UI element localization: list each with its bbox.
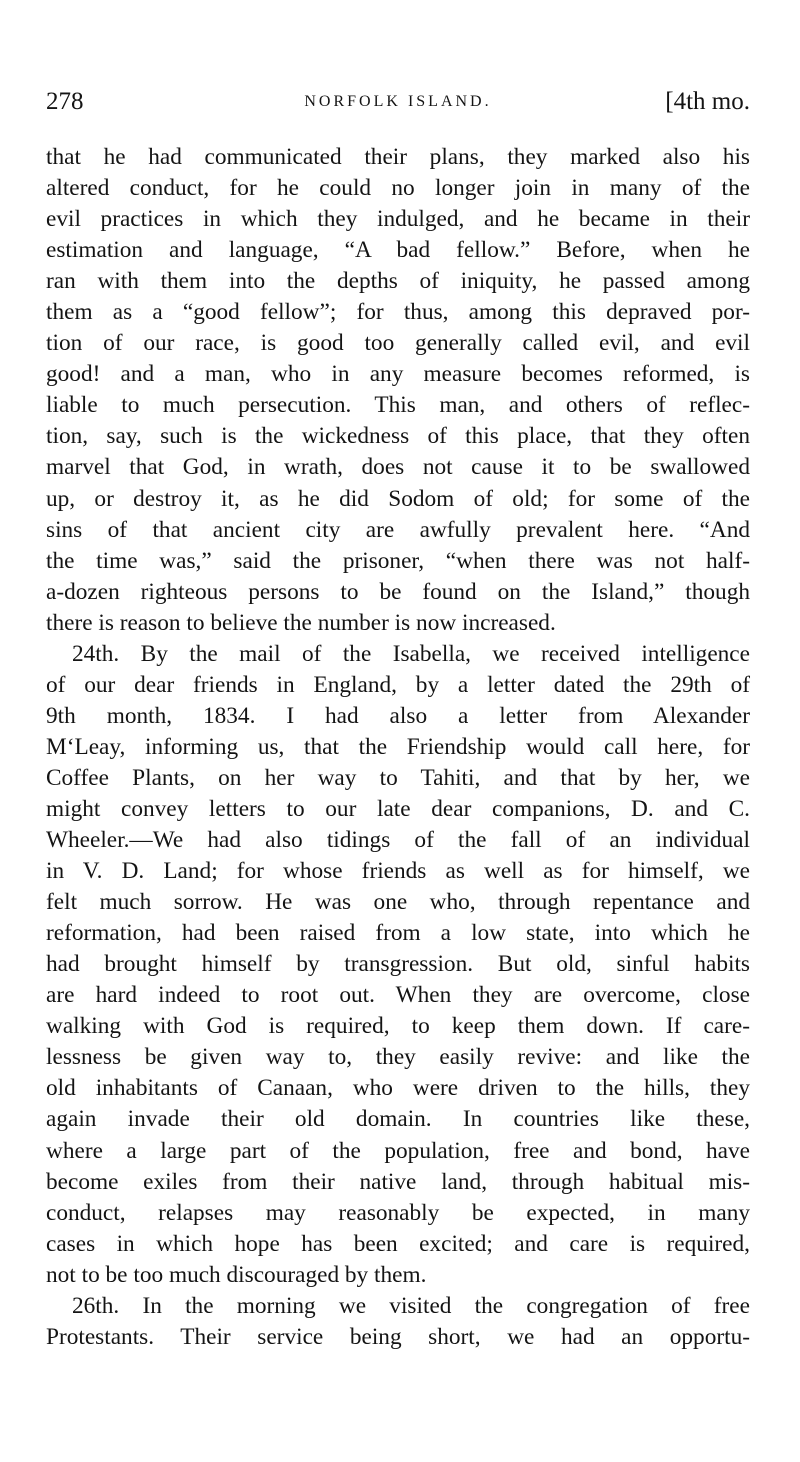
- page-number: 278: [46, 88, 84, 115]
- text-line: evil practices in which they indulged, and he became in their: [46, 206, 750, 233]
- text-line: lessness be given way to, they easily revive: and like the: [46, 1044, 750, 1071]
- text-line: sins of that ancient city are awfully prevalent here. “And: [46, 516, 750, 543]
- text-line: up, or destroy it, as he did Sodom of old; for some of the: [46, 485, 750, 512]
- text-line: the time was,” said the prisoner, “when there was not half-: [46, 547, 750, 574]
- text-line: reformation, had been raised from a low state, into which he: [46, 920, 750, 947]
- text-line: good! and a man, who in any measure becomes reformed, is: [46, 361, 750, 388]
- text-line: estimation and language, “A bad fellow.” Before, when he: [46, 237, 750, 264]
- text-line: tion of our race, is good too generally called evil, and evil: [46, 330, 750, 357]
- text-line: cases in which hope has been excited; and care is required,: [46, 1230, 750, 1257]
- section-marker: [4th mo.: [665, 88, 750, 115]
- text-line: liable to much persecution. This man, and others of reflec-: [46, 392, 750, 419]
- paragraph-start-24th: 24th. By the mail of the Isabella, we received intelligence: [72, 640, 750, 667]
- text-line: a-dozen righteous persons to be found on the Island,” though: [46, 578, 750, 605]
- text-line: conduct, relapses may reasonably be expected, in many: [46, 1199, 750, 1226]
- text-line: them as a “good fellow”; for thus, among this depraved por-: [46, 299, 750, 326]
- text-line: Coffee Plants, on her way to Tahiti, and that by her, we: [46, 764, 750, 791]
- text-line: are hard indeed to root out. When they are overcome, close: [46, 982, 750, 1009]
- running-title: NORFOLK ISLAND.: [304, 93, 492, 110]
- text-line: there is reason to believe the number is now increased.: [46, 609, 556, 636]
- text-line: had brought himself by transgression. But old, sinful habits: [46, 951, 750, 978]
- text-line: felt much sorrow. He was one who, through repentance and: [46, 889, 750, 916]
- text-line: walking with God is required, to keep them down. If care-: [46, 1013, 750, 1040]
- paragraph-start-26th: 26th. In the morning we visited the congregation of free: [72, 1292, 750, 1319]
- text-line: become exiles from their native land, through habitual mis-: [46, 1168, 750, 1195]
- text-line: in V. D. Land; for whose friends as well as for himself, we: [46, 858, 750, 885]
- text-line: ran with them into the depths of iniquity, he passed among: [46, 268, 750, 295]
- running-head: [46, 88, 750, 120]
- text-line: Wheeler.—We had also tidings of the fall of an individual: [46, 827, 750, 854]
- text-line: M‘Leay, informing us, that the Friendship would call here, for: [46, 733, 750, 760]
- text-line: tion, say, such is the wickedness of this place, that they often: [46, 423, 750, 450]
- text-line: marvel that God, in wrath, does not cause it to be swallowed: [46, 454, 750, 481]
- text-line: that he had communicated their plans, they marked also his: [46, 144, 750, 170]
- text-line: again invade their old domain. In countries like these,: [46, 1106, 750, 1133]
- text-line: 9th month, 1834. I had also a letter from Alexander: [46, 702, 750, 729]
- text-line: Protestants. Their service being short, we had an opportu-: [46, 1323, 750, 1350]
- text-line: old inhabitants of Canaan, who were driven to the hills, they: [46, 1075, 750, 1102]
- body-text: [46, 142, 750, 1353]
- text-line: not to be too much discouraged by them.: [46, 1261, 427, 1288]
- text-line: might convey letters to our late dear companions, D. and C.: [46, 795, 750, 822]
- text-line: of our dear friends in England, by a letter dated the 29th of: [46, 671, 750, 698]
- text-line: where a large part of the population, free and bond, have: [46, 1137, 750, 1164]
- text-line: altered conduct, for he could no longer join in many of the: [46, 175, 750, 202]
